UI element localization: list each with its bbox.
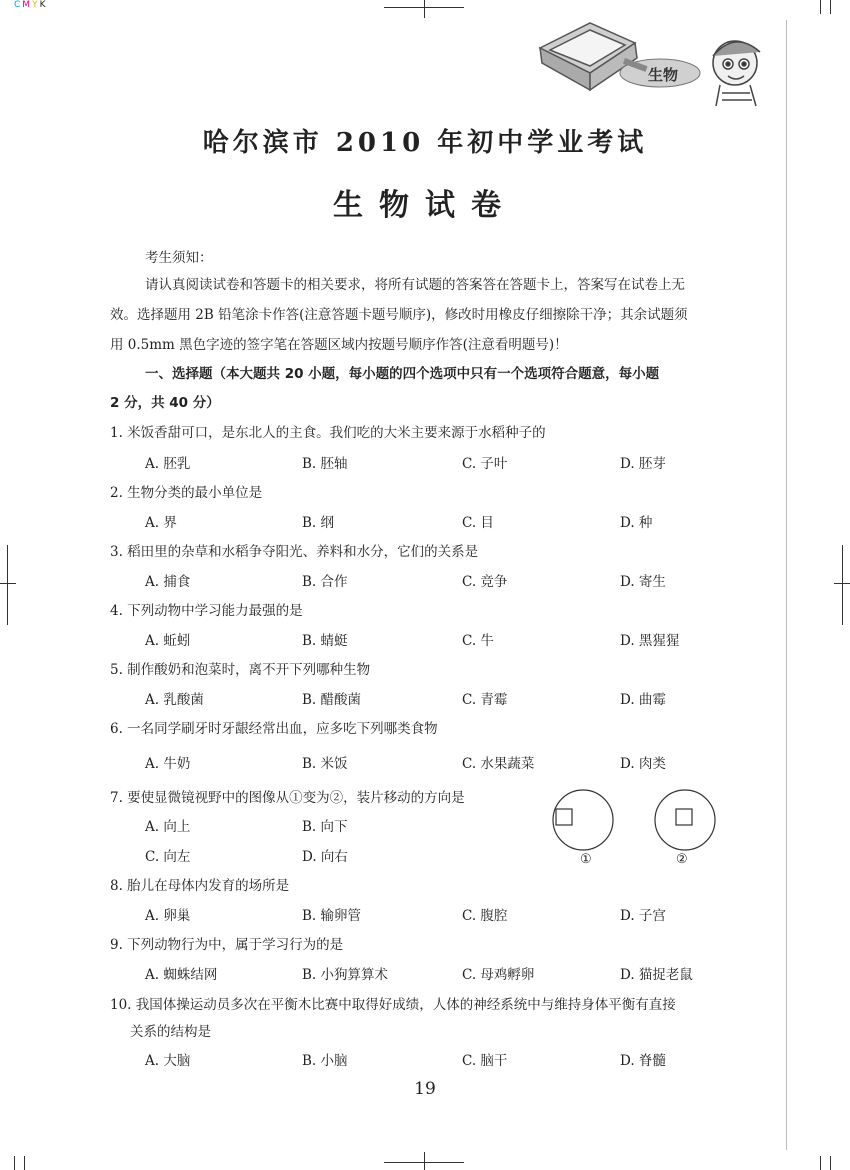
option: A. 向上 [145,819,191,835]
microscope-view-2-figure [650,785,720,855]
cmyk-y: Y [32,0,40,10]
cmyk-label [14,0,47,10]
question-stem: 4. 下列动物中学习能力最强的是 [110,603,303,619]
option: C. 水果蔬菜 [462,756,535,772]
option: B. 小狗算算术 [302,967,389,983]
option: D. 子宫 [620,908,666,924]
question-stem-cont: 关系的结构是 [130,1024,211,1040]
crop-mark [830,0,831,14]
option: C. 脑干 [462,1053,508,1069]
book-cartoon-icon [530,18,780,108]
microscope-view-1-figure [548,785,618,855]
option: B. 醋酸菌 [302,692,362,708]
question-stem: 8. 胎儿在母体内发育的场所是 [110,878,290,894]
figure-label-1: ① [580,852,592,867]
option: D. 寄生 [620,574,666,590]
figure-label-2: ② [676,852,688,867]
option: A. 牛奶 [145,756,191,772]
section-heading: 一、选择题（本大题共 20 小题，每小题的四个选项中只有一个选项符合题意，每小题 [145,366,660,382]
option: A. 乳酸菌 [145,692,204,708]
crop-mark [0,583,16,584]
question-stem: 6. 一名同学刷牙时牙龈经常出血，应多吃下列哪类食物 [110,721,438,737]
option: A. 蜘蛛结网 [145,967,218,983]
option: B. 蜻蜓 [302,633,348,649]
question-stem: 5. 制作酸奶和泡菜时，离不开下列哪种生物 [110,662,371,678]
crop-mark [830,1156,831,1170]
option: A. 捕食 [145,574,191,590]
option: B. 纲 [302,515,335,531]
exam-title: 哈尔滨市 2010 年初中学业考试 [202,128,648,158]
question-stem: 1. 米饭香甜可口，是东北人的主食。我们吃的大米主要来源于水稻种子的 [110,425,546,441]
subject-tag: 生物 [648,66,679,84]
crop-mark [7,545,8,625]
notice-line: 效。选择题用 2B 铅笔涂卡作答(注意答题卡题号顺序)，修改时用橡皮仔细擦除干净；其余试题须 [110,307,688,323]
option: B. 胚轴 [302,456,348,472]
option: C. 子叶 [462,456,508,472]
notice-line: 请认真阅读试卷和答题卡的相关要求，将所有试题的答案答在答题卡上，答案写在试卷上无 [145,277,685,293]
question-stem: 3. 稻田里的杂草和水稻争夺阳光、养料和水分，它们的关系是 [110,544,479,560]
option: D. 黑猩猩 [620,633,680,649]
option: D. 肉类 [620,756,666,772]
option: A. 界 [145,515,177,531]
option: A. 胚乳 [145,456,191,472]
option: B. 米饭 [302,756,348,772]
notice-heading: 考生须知： [145,250,213,266]
crop-mark [14,1156,15,1170]
option: C. 目 [462,515,494,531]
cmyk-c: C [14,0,23,10]
option: A. 大脑 [145,1053,191,1069]
option: B. 合作 [302,574,348,590]
question-stem: 7. 要使显微镜视野中的图像从①变为②，装片移动的方向是 [110,790,465,806]
crop-mark [424,0,425,18]
option: C. 青霉 [462,692,508,708]
crop-mark [820,0,821,14]
option: D. 脊髓 [620,1053,666,1069]
option: B. 输卵管 [302,908,362,924]
crop-mark [424,1152,425,1170]
option: B. 向下 [302,819,348,835]
option: D. 胚芽 [620,456,666,472]
cmyk-m: M [22,0,33,10]
crop-mark [842,545,843,625]
question-stem: 2. 生物分类的最小单位是 [110,485,263,501]
option: D. 猫捉老鼠 [620,967,693,983]
notice-line: 用 0.5mm 黑色字迹的签字笔在答题区域内按题号顺序作答(注意看明题号)！ [110,337,568,353]
option: C. 牛 [462,633,494,649]
option: A. 卵巢 [145,908,191,924]
question-stem: 10. 我国体操运动员多次在平衡木比赛中取得好成绩，人体的神经系统中与维持身体平衡有直接 [110,997,676,1013]
option: C. 腹腔 [462,908,508,924]
cmyk-k: K [39,0,48,10]
question-stem: 9. 下列动物行为中，属于学习行为的是 [110,937,344,953]
crop-mark [24,1156,25,1170]
option: C. 竞争 [462,574,508,590]
option: C. 向左 [145,849,191,865]
page-number: 19 [414,1079,436,1099]
option: C. 母鸡孵卵 [462,967,535,983]
option: D. 向右 [302,849,348,865]
option: D. 曲霉 [620,692,666,708]
option: A. 蚯蚓 [145,633,191,649]
crop-mark [820,1156,821,1170]
option: D. 种 [620,515,653,531]
section-heading-cont: 2 分，共 40 分） [110,395,220,411]
option: B. 小脑 [302,1053,348,1069]
paper-title: 生物试卷 [333,188,517,223]
